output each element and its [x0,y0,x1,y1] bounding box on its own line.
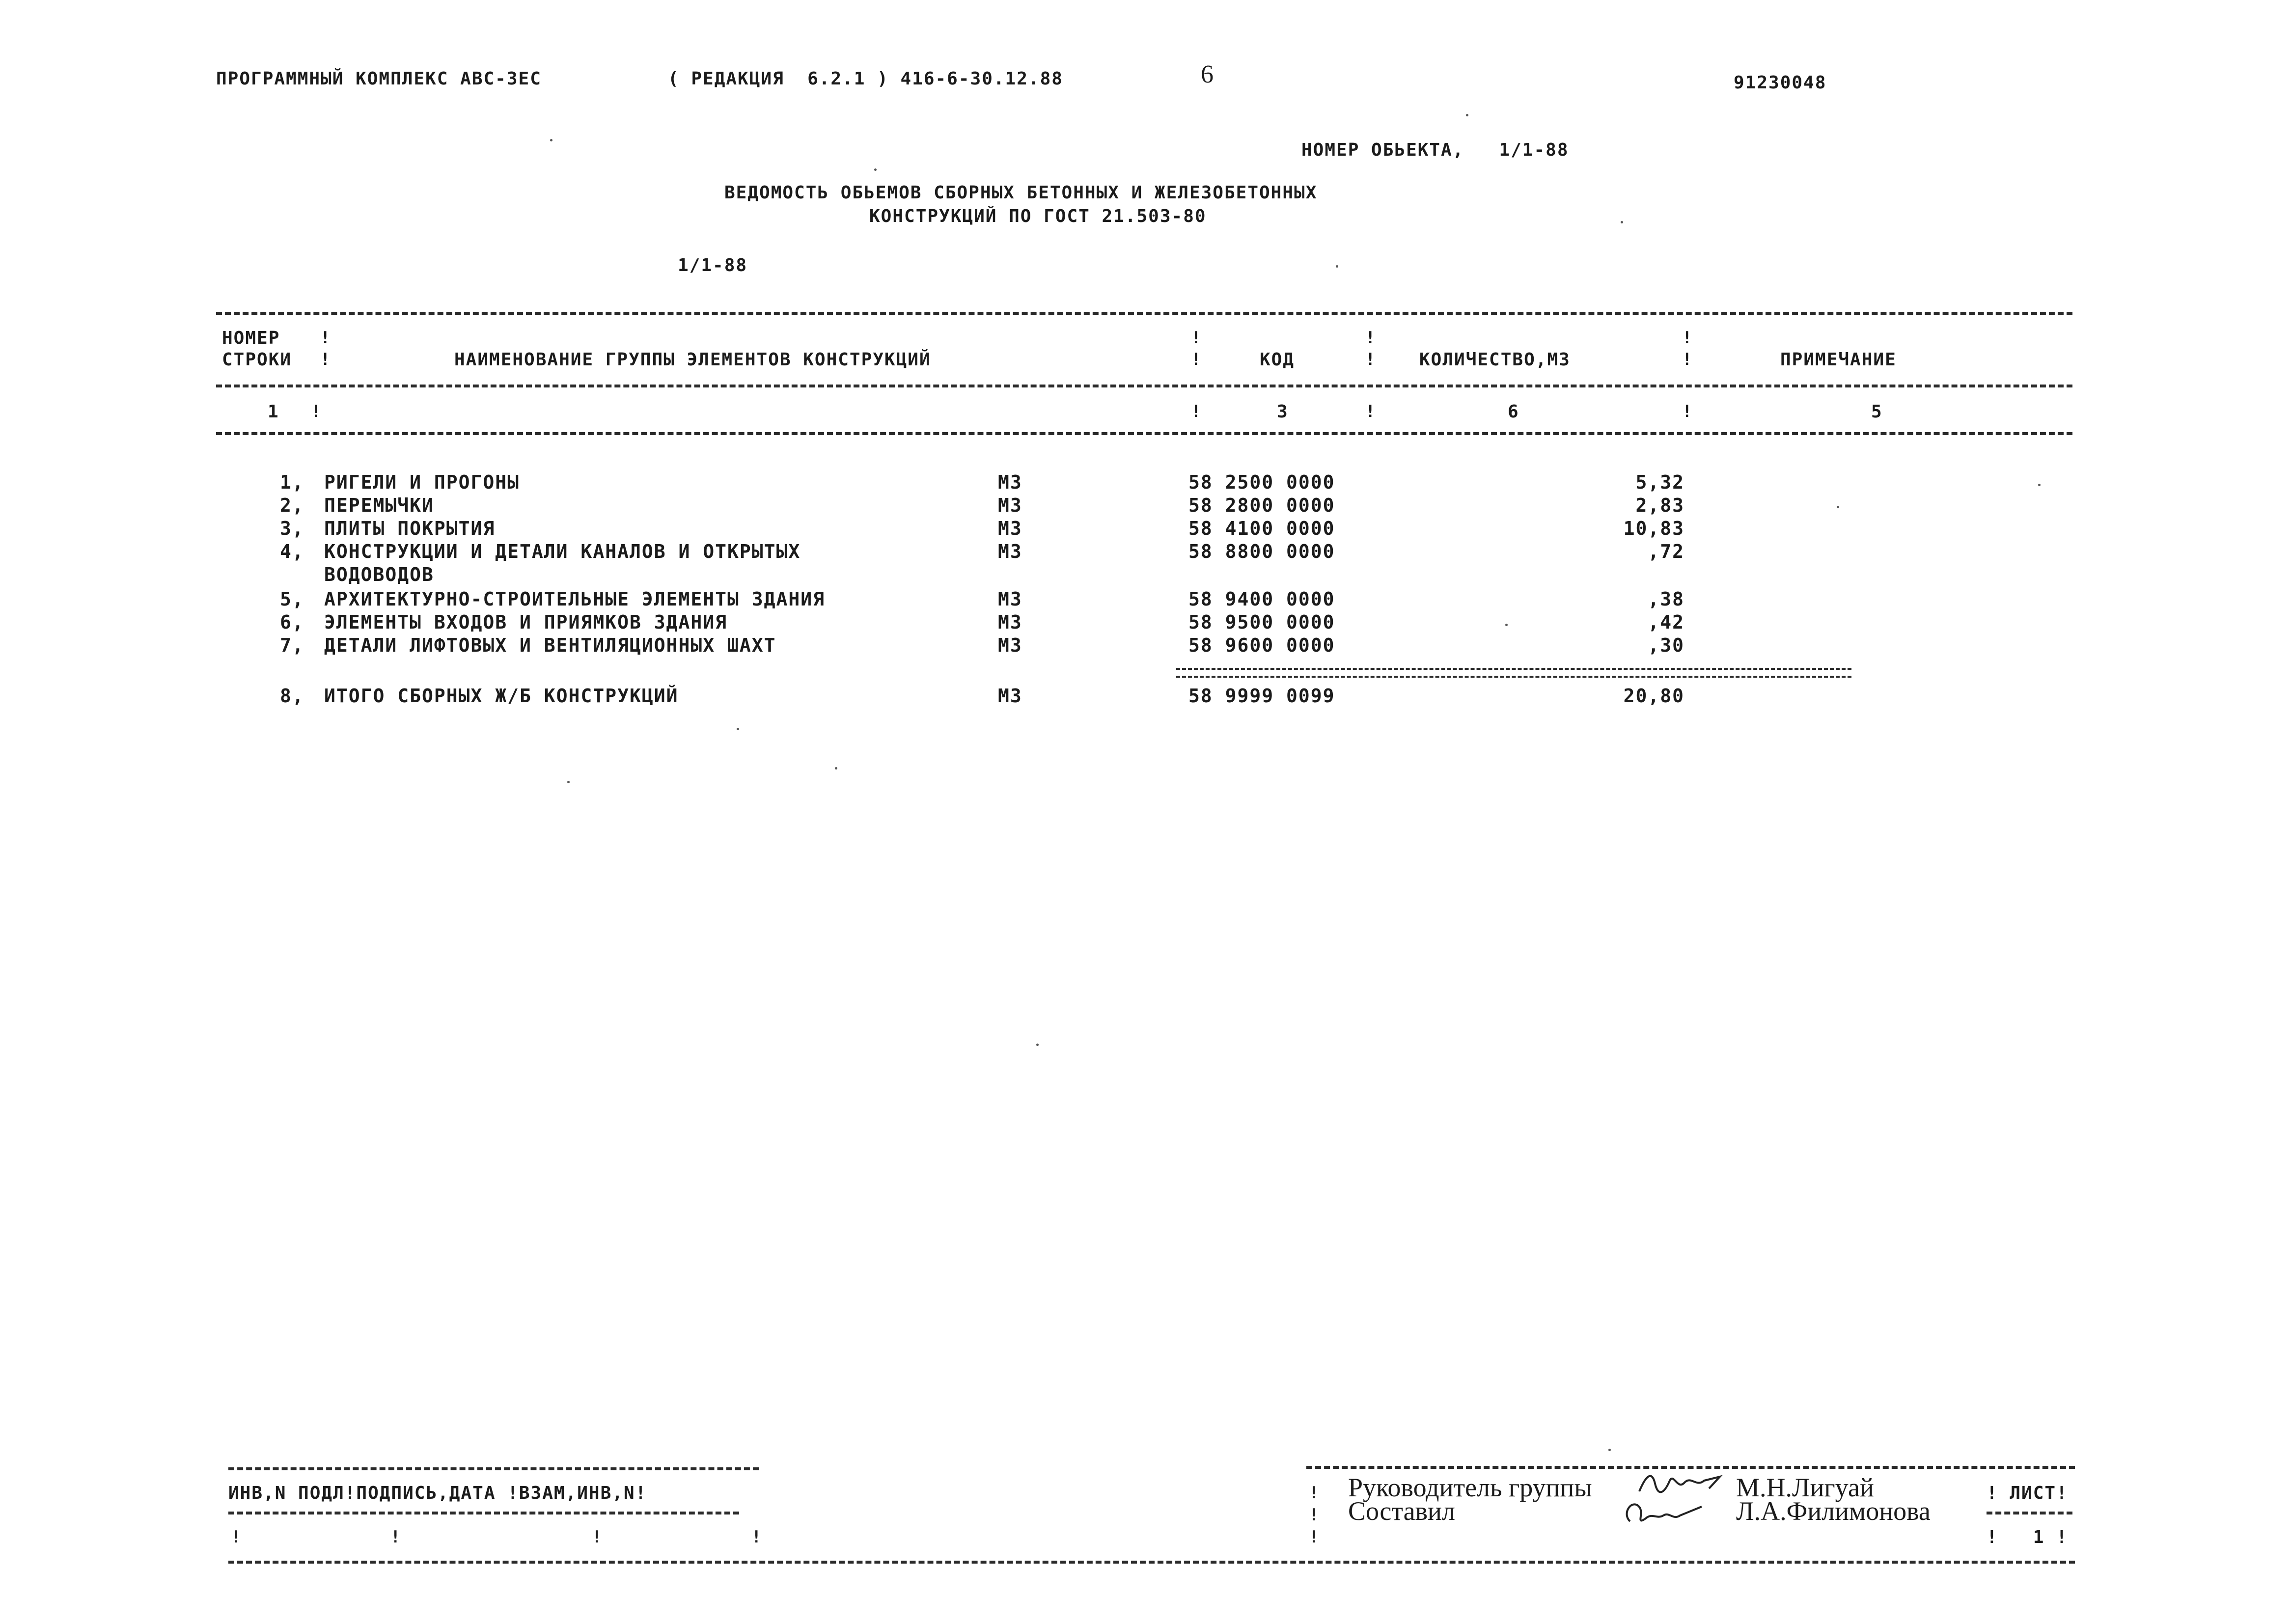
scan-speck [1505,624,1508,626]
scan-speck [1621,221,1623,223]
separator: ! [1309,1483,1319,1503]
table-header-rule [216,385,2072,387]
separator: ! [1191,402,1201,421]
program-name: ПРОГРАММНЫЙ КОМПЛЕКС АВС-3ЕС [216,69,542,89]
col-number-3: 3 [1277,402,1289,422]
row-number: 5, [280,588,304,610]
separator: ! [1365,402,1376,421]
name-group-leader: М.Н.Лигуай [1736,1473,1874,1502]
signature-compiler [1618,1493,1716,1532]
row-name: АРХИТЕКТУРНО-СТРОИТЕЛЬНЫЕ ЭЛЕМЕНТЫ ЗДАНИЯ [324,588,825,610]
scan-speck [1837,506,1839,508]
scan-speck [737,728,739,730]
row-number: 4, [280,541,304,562]
separator: ! [320,328,331,348]
total-number: 8, [280,685,304,707]
row-name: КОНСТРУКЦИИ И ДЕТАЛИ КАНАЛОВ И ОТКРЫТЫХ [324,541,801,562]
row-number: 3, [280,518,304,539]
row-code: 58 9600 0000 [1188,634,1335,656]
scan-speck [1608,1449,1611,1451]
scan-speck [835,767,837,770]
separator: ! [1987,1483,2010,1503]
row-unit: М3 [998,611,1022,633]
scan-speck [1036,1044,1039,1046]
row-qty: ,42 [1648,611,1684,633]
total-code: 58 9999 0099 [1188,685,1335,707]
row-name-continued: ВОДОВОДОВ [324,564,434,585]
row-code: 58 2800 0000 [1188,495,1335,516]
row-name: ПЕРЕМЫЧКИ [324,495,434,516]
col-number-6: 6 [1508,402,1519,422]
document-subtitle: 1/1-88 [678,255,748,275]
separator: ! [592,1527,602,1547]
scan-speck [1336,265,1338,268]
table-columns-rule [216,432,2072,435]
row-code: 58 2500 0000 [1188,471,1335,493]
sheet-number-cell [1987,1527,2068,1547]
scan-speck [2038,484,2041,486]
row-unit: М3 [998,471,1022,493]
document-code: 91230048 [1734,73,1827,93]
total-name: ИТОГО СБОРНЫХ Ж/Б КОНСТРУКЦИЙ [324,685,679,707]
header-row-no-2: СТРОКИ [222,350,292,370]
table-top-rule [216,312,2072,315]
row-unit: М3 [998,588,1022,610]
scan-speck [874,168,877,171]
sheet-label-text: ЛИСТ [2010,1483,2057,1503]
separator: ! [1309,1505,1319,1525]
separator: ! [1309,1527,1319,1547]
row-unit: М3 [998,518,1022,539]
separator: ! [1682,350,1692,369]
sheet-label [1987,1483,2068,1503]
footer-left-labels: ИНВ,N ПОДЛ!ПОДПИСЬ,ДАТА !ВЗАМ,ИНВ,N! [228,1483,647,1503]
footer-left-mid-rule [228,1512,739,1514]
separator: ! [1682,402,1692,421]
sheet-box-rule [1987,1512,2072,1514]
header-note: ПРИМЕЧАНИЕ [1780,350,1897,370]
separator: ! [320,350,331,369]
separator: ! [1365,350,1376,369]
document-title-line2: КОНСТРУКЦИЙ ПО ГОСТ 21.503-80 [869,206,1207,226]
scan-speck [550,139,552,141]
page-mark: 6 [1201,60,1214,88]
row-qty: 2,83 [1635,495,1684,516]
footer-left-top-rule [228,1467,759,1470]
row-number: 7, [280,634,304,656]
sheet-number: 1 [2033,1527,2045,1547]
col-number-1: 1 [268,402,279,422]
scan-speck [1466,114,1468,116]
footer-bottom-rule [228,1561,2075,1564]
separator: ! [231,1527,241,1547]
row-qty: ,38 [1648,588,1684,610]
separator: ! [1191,350,1201,369]
row-name: РИГЕЛИ И ПРОГОНЫ [324,471,520,493]
separator: ! [311,402,321,421]
col-number-5: 5 [1871,402,1883,422]
row-number: 6, [280,611,304,633]
separator: ! [1191,328,1201,348]
row-unit: М3 [998,495,1022,516]
role-compiler: Составил [1348,1496,1455,1526]
row-code: 58 8800 0000 [1188,541,1335,562]
row-unit: М3 [998,634,1022,656]
row-qty: ,72 [1648,541,1684,562]
row-unit: М3 [998,541,1022,562]
row-number: 1, [280,471,304,493]
header-name: НАИМЕНОВАНИЕ ГРУППЫ ЭЛЕМЕНТОВ КОНСТРУКЦИЙ [454,350,931,370]
total-unit: М3 [998,685,1022,707]
edition-info: ( РЕДАКЦИЯ 6.2.1 ) 416-6-30.12.88 [668,69,1063,89]
header-code: КОД [1260,350,1295,370]
row-name: ЭЛЕМЕНТЫ ВХОДОВ И ПРИЯМКОВ ЗДАНИЯ [324,611,727,633]
separator: ! [390,1527,401,1547]
total-separator [1176,668,1851,678]
document-title-line1: ВЕДОМОСТЬ ОБЬЕМОВ СБОРНЫХ БЕТОННЫХ И ЖЕЛЕЗОБЕТОННЫХ [724,183,1318,203]
row-qty: 10,83 [1623,518,1684,539]
row-name: ДЕТАЛИ ЛИФТОВЫХ И ВЕНТИЛЯЦИОННЫХ ШАХТ [324,634,776,656]
role-group-leader: Руководитель группы [1348,1473,1592,1502]
separator: ! [2044,1527,2068,1547]
header-qty: КОЛИЧЕСТВО,М3 [1419,350,1571,370]
row-qty: 5,32 [1635,471,1684,493]
total-qty: 20,80 [1623,685,1684,707]
object-number: НОМЕР ОБЬЕКТА, 1/1-88 [1301,140,1569,160]
separator: ! [1987,1527,2033,1547]
separator: ! [2056,1483,2068,1503]
separator: ! [1682,328,1692,348]
header-row-no-1: НОМЕР [222,328,280,348]
separator: ! [1365,328,1376,348]
row-qty: ,30 [1648,634,1684,656]
row-code: 58 4100 0000 [1188,518,1335,539]
row-code: 58 9500 0000 [1188,611,1335,633]
row-name: ПЛИТЫ ПОКРЫТИЯ [324,518,496,539]
separator: ! [751,1527,762,1547]
name-compiler: Л.А.Филимонова [1736,1496,1931,1526]
row-number: 2, [280,495,304,516]
row-code: 58 9400 0000 [1188,588,1335,610]
scan-speck [567,781,570,783]
